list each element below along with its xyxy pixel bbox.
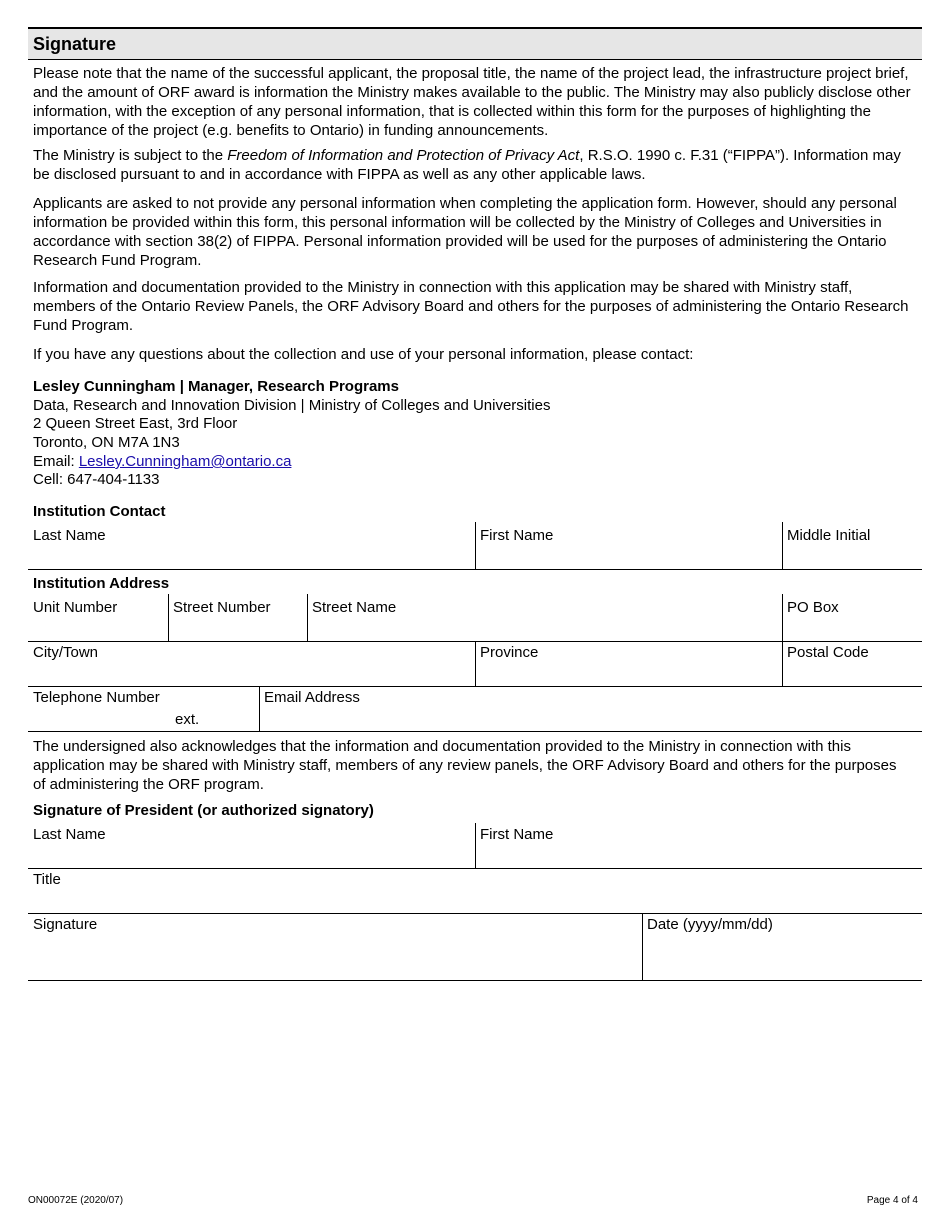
signatory-first-name-label: First Name <box>480 826 554 843</box>
institution-middle-initial-label: Middle Initial <box>787 527 871 544</box>
fippa-text-before: The Ministry is subject to the <box>33 147 228 164</box>
unit-number-label: Unit Number <box>33 599 118 616</box>
paragraph-sharing: Information and documentation provided to the Ministry in connection with this application may be shared with Ministry staff, members of the Ontario Review Panels, the ORF Advisory Board and others for the purposes of administering the Ontario Research Fund Program. <box>33 279 909 334</box>
institution-last-name-field[interactable] <box>28 522 475 569</box>
email-address-field[interactable] <box>259 686 922 731</box>
section-header <box>28 27 922 60</box>
signatory-heading: Signature of President (or authorized signatory) <box>33 802 374 819</box>
province-field[interactable] <box>475 641 782 686</box>
institution-address-heading: Institution Address <box>33 575 170 592</box>
telephone-field[interactable] <box>28 686 259 731</box>
institution-first-name-field[interactable] <box>475 522 782 569</box>
paragraph-personal-info: Applicants are asked to not provide any personal information when completing the application form. However, should any personal information be provided within this form, this personal information will be collected by the Ministry of Colleges and Universities in accordance with section 38(2) of FIPPA. Personal information provided will be used for the purposes of administering the Ontario Research Fund Program. <box>33 195 897 269</box>
institution-first-name-label: First Name <box>480 527 554 544</box>
contact-city: Toronto, ON M7A 1N3 <box>33 434 180 451</box>
telephone-label: Telephone Number <box>33 689 160 706</box>
contact-division: Data, Research and Innovation Division | Ministry of Colleges and Universities <box>33 397 551 414</box>
signatory-last-name-field[interactable] <box>28 823 475 868</box>
acknowledgement-text: The undersigned also acknowledges that the information and documentation provided to the Ministry in connection with this application may be shared with Ministry staff, members of any review panels, the ORF Advisory Board and others for the purposes of administering the ORF program. <box>33 738 897 793</box>
form-id: ON00072E (2020/07) <box>28 1195 124 1206</box>
street-name-label: Street Name <box>312 599 397 616</box>
contact-email-link[interactable]: Lesley.Cunningham@ontario.ca <box>78 453 292 470</box>
fippa-act-title: Freedom of Information and Protection of Privacy Act <box>227 147 580 164</box>
institution-last-name-label: Last Name <box>33 527 106 544</box>
signature-date-field[interactable] <box>642 913 922 980</box>
email-address-label: Email Address <box>264 689 360 706</box>
contact-street: 2 Queen Street East, 3rd Floor <box>33 415 238 432</box>
po-box-label: PO Box <box>787 599 839 616</box>
city-town-field[interactable] <box>28 641 475 686</box>
street-number-field[interactable] <box>168 594 307 641</box>
signature-date-label: Date (yyyy/mm/dd) <box>647 916 773 933</box>
postal-code-label: Postal Code <box>787 644 869 661</box>
signatory-first-name-field[interactable] <box>475 823 922 868</box>
contact-email-label: Email: <box>33 453 79 470</box>
province-label: Province <box>480 644 539 661</box>
street-name-field[interactable] <box>307 594 782 641</box>
signature-field[interactable] <box>28 913 642 980</box>
po-box-field[interactable] <box>782 594 922 641</box>
contact-name-title: Lesley Cunningham | Manager, Research Programs <box>33 378 399 395</box>
telephone-ext-label: ext. <box>175 711 200 728</box>
section-title: Signature <box>33 34 117 54</box>
paragraph-fippa <box>33 146 913 184</box>
divider <box>28 731 922 732</box>
page-number: Page 4 of 4 <box>866 1195 918 1206</box>
paragraph-questions: If you have any questions about the collection and use of your personal information, please contact: <box>33 346 694 363</box>
street-number-label: Street Number <box>173 599 271 616</box>
signatory-title-label: Title <box>33 871 61 888</box>
contact-email-line <box>33 452 291 471</box>
unit-number-field[interactable] <box>28 594 168 641</box>
divider <box>28 980 922 981</box>
institution-contact-heading: Institution Contact <box>33 503 166 520</box>
contact-cell: Cell: 647-404-1133 <box>33 471 160 488</box>
signatory-title-field[interactable] <box>28 868 922 913</box>
signature-label: Signature <box>33 916 98 933</box>
fippa-text-after: , R.S.O. 1990 c. F.31 (“FIPPA”). Information may be disclosed pursuant to and in accordance with FIPPA as well as any other applicable laws. <box>33 147 901 183</box>
city-town-label: City/Town <box>33 644 99 661</box>
paragraph-public-disclosure: Please note that the name of the successful applicant, the proposal title, the name of the project lead, the infrastructure project brief, and the amount of ORF award is information the Ministry makes available to the public. The Ministry may also publicly disclose other information, with the exception of any personal information, that is collected within this form for the purposes of highlighting the importance of the project (e.g. benefits to Ontario) in funding announcements. <box>33 65 911 139</box>
divider <box>28 569 922 570</box>
signatory-last-name-label: Last Name <box>33 826 106 843</box>
postal-code-field[interactable] <box>782 641 922 686</box>
institution-middle-initial-field[interactable] <box>782 522 922 569</box>
